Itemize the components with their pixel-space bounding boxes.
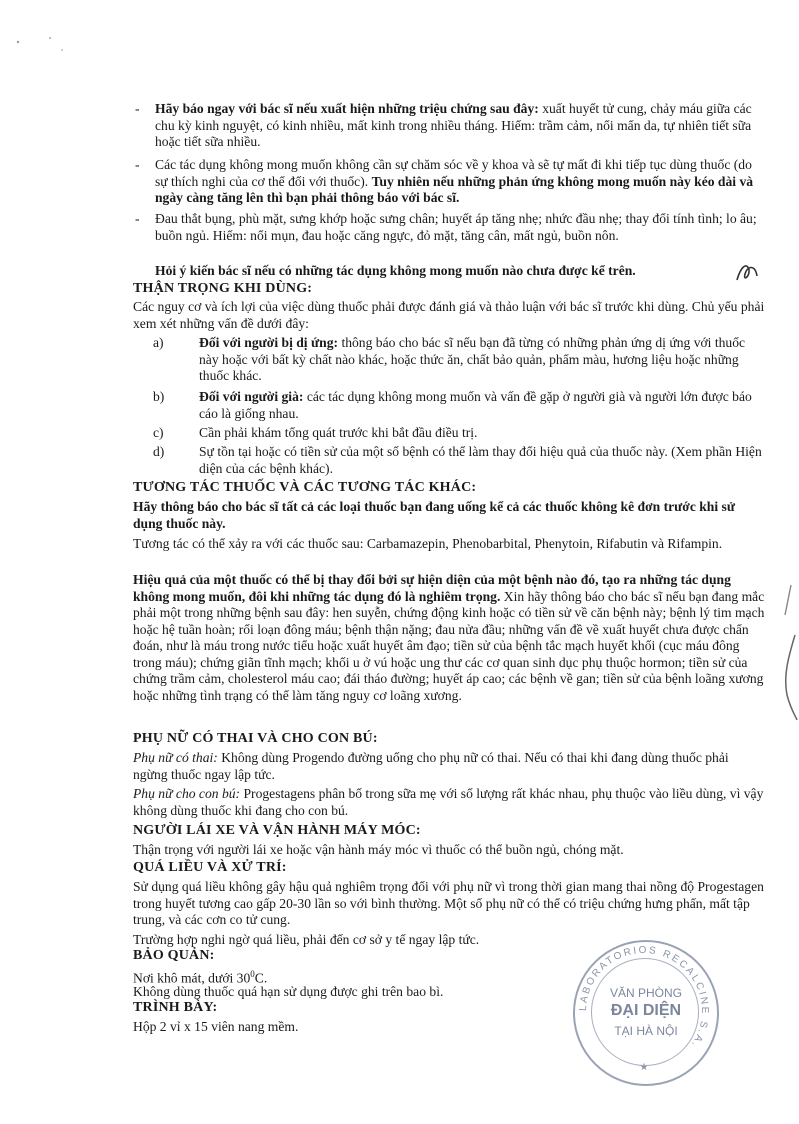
margin-scan-mark	[775, 575, 799, 725]
overdose-text-1: Sử dụng quá liều không gây hậu quả nghiêm trọng đối với phụ nữ vì trong thời gian mang thai nồng độ Progestagen trong huyết tương cao gấp 20-30 lần so với bình thường. Một số phụ nữ có thể có triệu chứng hưng phấn, mất tập trung, và các cơn co tử cung.	[133, 879, 764, 927]
bullet-dash: -	[135, 101, 140, 116]
interactions-heading: TƯƠNG TÁC THUỐC VÀ CÁC TƯƠNG TÁC KHÁC:	[133, 480, 477, 495]
caution-item-b-text: các tác dụng không mong muốn và vấn đề gặp ở người già và người lớn được báo cáo là giống nhau.	[199, 389, 752, 421]
pregnancy-pregnant	[133, 750, 765, 783]
interactions-disease	[133, 572, 765, 704]
pregnancy-pregnant-text: Không dùng Progendo đường uống cho phụ nữ có thai. Nếu có thai khi đang dùng thuốc phải ngừng thuốc ngay lập tức.	[133, 750, 729, 782]
driving-heading: NGƯỜI LÁI XE VÀ VẬN HÀNH MÁY MÓC:	[133, 823, 421, 838]
side-effect-item-1	[155, 101, 767, 151]
pregnancy-nursing-text: Progestagens phân bố trong sữa mẹ với số lượng rất khác nhau, phụ thuộc vào liều dùng, vì vậy không dùng thuốc khi đang cho con bú.	[133, 786, 764, 818]
stamp-star-icon: ★	[639, 1062, 649, 1073]
caution-heading: THẬN TRỌNG KHI DÙNG:	[133, 281, 313, 296]
handwritten-initial-mark	[733, 258, 761, 288]
side-effect-item-1-lead: Hãy báo ngay với bác sĩ nếu xuất hiện những triệu chứng sau đây:	[155, 101, 539, 116]
caution-item-letter: d)	[153, 444, 165, 459]
storage-heading: BẢO QUẢN:	[133, 948, 215, 963]
stamp-line-2: ĐẠI DIỆN	[610, 1002, 682, 1019]
caution-item-b	[199, 389, 765, 422]
side-effect-item-2	[155, 157, 767, 207]
stamp-line-3: TẠI HÀ NỘI	[614, 1024, 678, 1038]
side-effect-item-2-bold: Tuy nhiên nếu những phản ứng không mong muốn này kéo dài và ngày càng tăng lên thì bạn phải thông báo với bác sĩ.	[155, 173, 754, 205]
corner-speck-mark	[12, 28, 72, 58]
bullet-dash: -	[135, 157, 140, 172]
caution-item-a-text: thông báo cho bác sĩ nếu bạn đã từng có những phản ứng dị ứng với thuốc này hoặc với bất kỳ chất nào khác, hoặc thức ăn, chất bảo quản, phẩm màu, hương liệu hoặc những thuốc khác.	[199, 335, 746, 383]
presentation-text: Hộp 2 vỉ x 15 viên nang mềm.	[133, 1019, 299, 1034]
caution-item-d: Sự tồn tại hoặc có tiền sử của một số bệnh có thể làm thay đổi hiệu quả của thuốc này. (Xem phần Hiện diện của các bệnh khác).	[199, 444, 762, 476]
overdose-text-2: Trường hợp nghi ngờ quá liều, phải đến cơ sở y tế ngay lập tức.	[133, 932, 480, 947]
side-effect-item-1-text: xuất huyết tử cung, chảy máu giữa các chu kỳ kinh nguyệt, có kinh nhiều, mất kinh trong nhiều tháng. Hiếm: trầm cảm, nổi mẩn da, tự nhiên tiết sữa hoặc tiết sữa nhiều.	[155, 101, 752, 149]
caution-item-letter: a)	[153, 335, 164, 350]
caution-item-letter: c)	[153, 425, 164, 440]
storage-expiry: Không dùng thuốc quá hạn sử dụng được ghi trên bao bì.	[133, 984, 444, 999]
caution-item-c: Cần phải khám tổng quát trước khi bắt đầu điều trị.	[199, 425, 478, 440]
office-stamp	[573, 940, 719, 1086]
stamp-ring-label: LABORATORIOS RECALCINE S.A.	[577, 944, 711, 1051]
storage-temp-suffix: C.	[254, 970, 268, 986]
pregnancy-nursing-label: Phụ nữ cho con bú:	[133, 786, 241, 801]
driving-text: Thận trọng với người lái xe hoặc vận hành máy móc vì thuốc có thể buồn ngủ, chóng mặt.	[133, 842, 624, 857]
pregnancy-pregnant-label: Phụ nữ có thai:	[133, 750, 218, 765]
interactions-disease-text: Xin hãy thông báo cho bác sĩ nếu bạn đang mắc phải một trong những bệnh sau đây: hen suyễn, chứng động kinh hoặc có tiền sử về căn bệnh này; bệnh lý tim mạch hoặc hệ tuần hoàn; rối loạn đông máu; bệnh thận nặng; đau nửa đầu; những vấn đề về xuất huyết chưa được chẩn đoán, như là máu trong nước tiểu hoặc xuất huyết âm đạo; tiền sử của bệnh tắc mạch huyết khối (cục máu đông trong máu); chứng giãn tĩnh mạch; khối u ở vú hoặc ung thư các cơ quan sinh dục phụ thuộc hormon; tiền sử của chứng trầm cảm, cholesterol máu cao; đái tháo đường; huyết áp cao; các bệnh về gan; tiền sử của bệnh loãng xương hoặc những tình trạng có thể làm tăng nguy cơ loãng xương.	[133, 588, 765, 703]
side-effect-item-3: Đau thắt bụng, phù mặt, sưng khớp hoặc sưng chân; huyết áp tăng nhẹ; nhức đầu nhẹ; thay đổi tính tình; lo âu; buồn ngủ. Hiếm: nổi mụn, đau hoặc căng ngực, đỏ mặt, tăng cân, mất ngủ, buồn nôn.	[155, 211, 757, 243]
stamp-line-1: VĂN PHÒNG	[609, 986, 682, 1000]
interactions-bold-intro: Hãy thông báo cho bác sĩ tất cả các loại thuốc bạn đang uống kể cả các thuốc không kê đơn trước khi sử dụng thuốc này.	[133, 499, 735, 531]
storage-temp-prefix: Nơi khô mát, dưới 30	[133, 970, 251, 986]
pregnancy-nursing	[133, 786, 765, 819]
caution-item-a-lead: Đối với người bị dị ứng:	[199, 335, 339, 350]
caution-item-letter: b)	[153, 389, 165, 404]
side-effect-item-2-text: Các tác dụng không mong muốn không cần sự chăm sóc về y khoa và sẽ tự mất đi khi tiếp tục dùng thuốc (do sự thích nghi của cơ thể đối với thuốc).	[155, 157, 752, 189]
caution-intro: Các nguy cơ và ích lợi của việc dùng thuốc phải được đánh giá và thảo luận với bác sĩ trước khi dùng. Chủ yếu phải xem xét những vấn đề dưới đây:	[133, 299, 765, 331]
pregnancy-heading: PHỤ NỮ CÓ THAI VÀ CHO CON BÚ:	[133, 731, 378, 746]
presentation-heading: TRÌNH BÀY:	[133, 1000, 218, 1015]
side-effects-closing: Hỏi ý kiến bác sĩ nếu có những tác dụng không mong muốn nào chưa được kể trên.	[155, 263, 636, 278]
caution-item-a	[199, 335, 765, 385]
caution-item-b-lead: Đối với người già:	[199, 389, 304, 404]
bullet-dash: -	[135, 211, 140, 226]
overdose-heading: QUÁ LIỀU VÀ XỬ TRÍ:	[133, 860, 287, 875]
interactions-drugs: Tương tác có thể xảy ra với các thuốc sau: Carbamazepin, Phenobarbital, Phenytoin, Rifabutin và Rifampin.	[133, 536, 723, 551]
storage-temp-degree: 0	[250, 969, 255, 979]
interactions-disease-bold: Hiệu quả của một thuốc có thể bị thay đổi bởi sự hiện diện của một bệnh nào đó, tạo ra những tác dụng không mong muốn, đôi khi những tác dụng đó là nghiêm trọng.	[133, 572, 731, 604]
